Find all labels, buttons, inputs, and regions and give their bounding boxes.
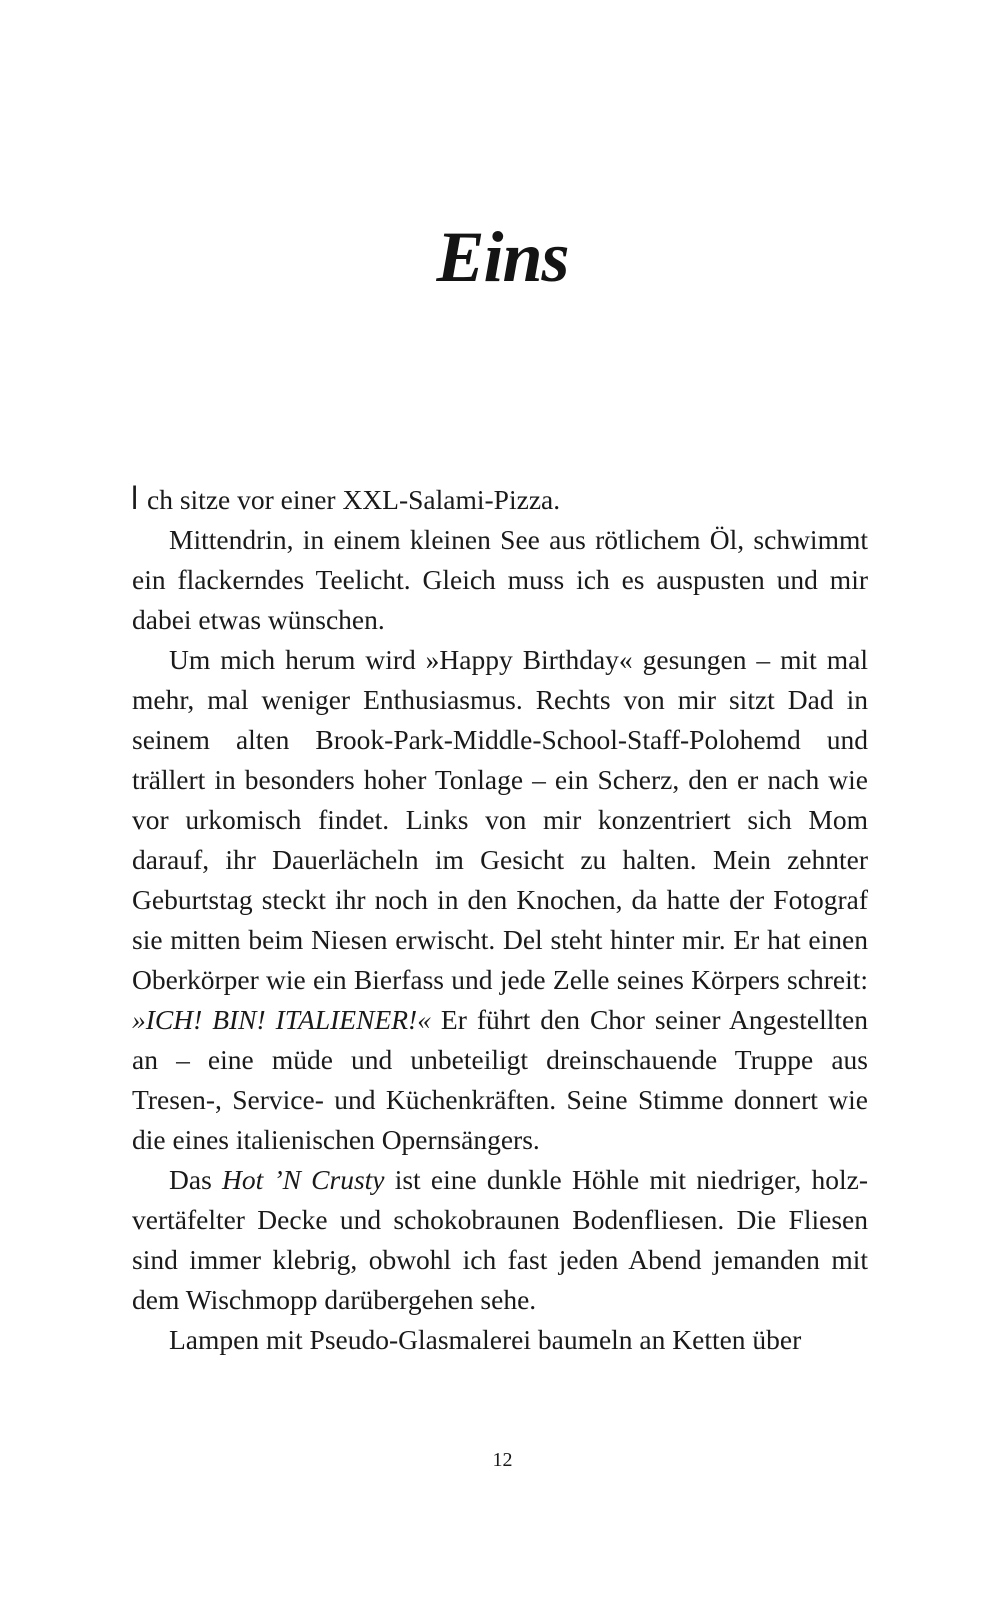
paragraph-4-text-a: Das [169,1164,222,1195]
paragraph-4-text-b: ist eine dunkle Höhle mit niedriger, holzvertäfelter Decke und schokobraunen Bodenfliesen. Die Fliesen sind immer klebrig, obwohl ich fast jeden Abend jemanden mit dem Wischmopp darübergehen sehe. [132,1164,869,1315]
paragraph-4 [132,1160,868,1320]
body-text [132,480,868,1360]
paragraph-3-italic: »ICH! BIN! ITALIENER!« [132,1004,431,1035]
page-number: 12 [492,1449,513,1471]
paragraph-5: Lampen mit Pseudo-Glasmalerei baumeln an Ketten über [169,1324,802,1355]
paragraph-1-text: ch sitze vor einer XXL-Salami-Pizza. [147,484,561,515]
chapter-title: Eins [436,217,569,297]
paragraph-1 [132,480,868,520]
paragraph-2: Mittendrin, in einem kleinen See aus rötlichem Öl, schwimmt ein flackerndes Teelicht. Gleich muss ich es auspusten und mir dabei etwas wünschen. [132,524,868,635]
drop-cap: I [132,479,138,517]
paragraph-4-italic: Hot ’N Crusty [221,1164,385,1195]
paragraph-3-text-a: Um mich herum wird »Happy Birthday« gesungen – mit mal mehr, mal weniger Enthusiasmus. Rechts von mir sitzt Dad in seinem alten Brook-Park-Middle-School-Staff-Polohemd und trällert in besonders hoher Tonlage – ein Scherz, den er nach wie vor urkomisch findet. Links von mir konzentriert sich Mom darauf, ihr Dauerlächeln im Gesicht zu halten. Mein zehnter Geburtstag steckt ihr noch in den Knochen, da hatte der Fotograf sie mitten beim Niesen erwischt. Del steht hinter mir. Er hat einen Oberkörper wie ein Bierfass und jede Zelle seines Körpers schreit: [132,644,868,995]
paragraph-3 [132,640,868,1160]
paragraph-3-text-b: Er führt den Chor seiner Angestellten an – eine müde und unbeteiligt dreinschauende Truppe aus Tresen-, Service- und Küchenkräften. Seine Stimme donnert wie die eines italienischen Opernsängers. [132,1004,868,1155]
